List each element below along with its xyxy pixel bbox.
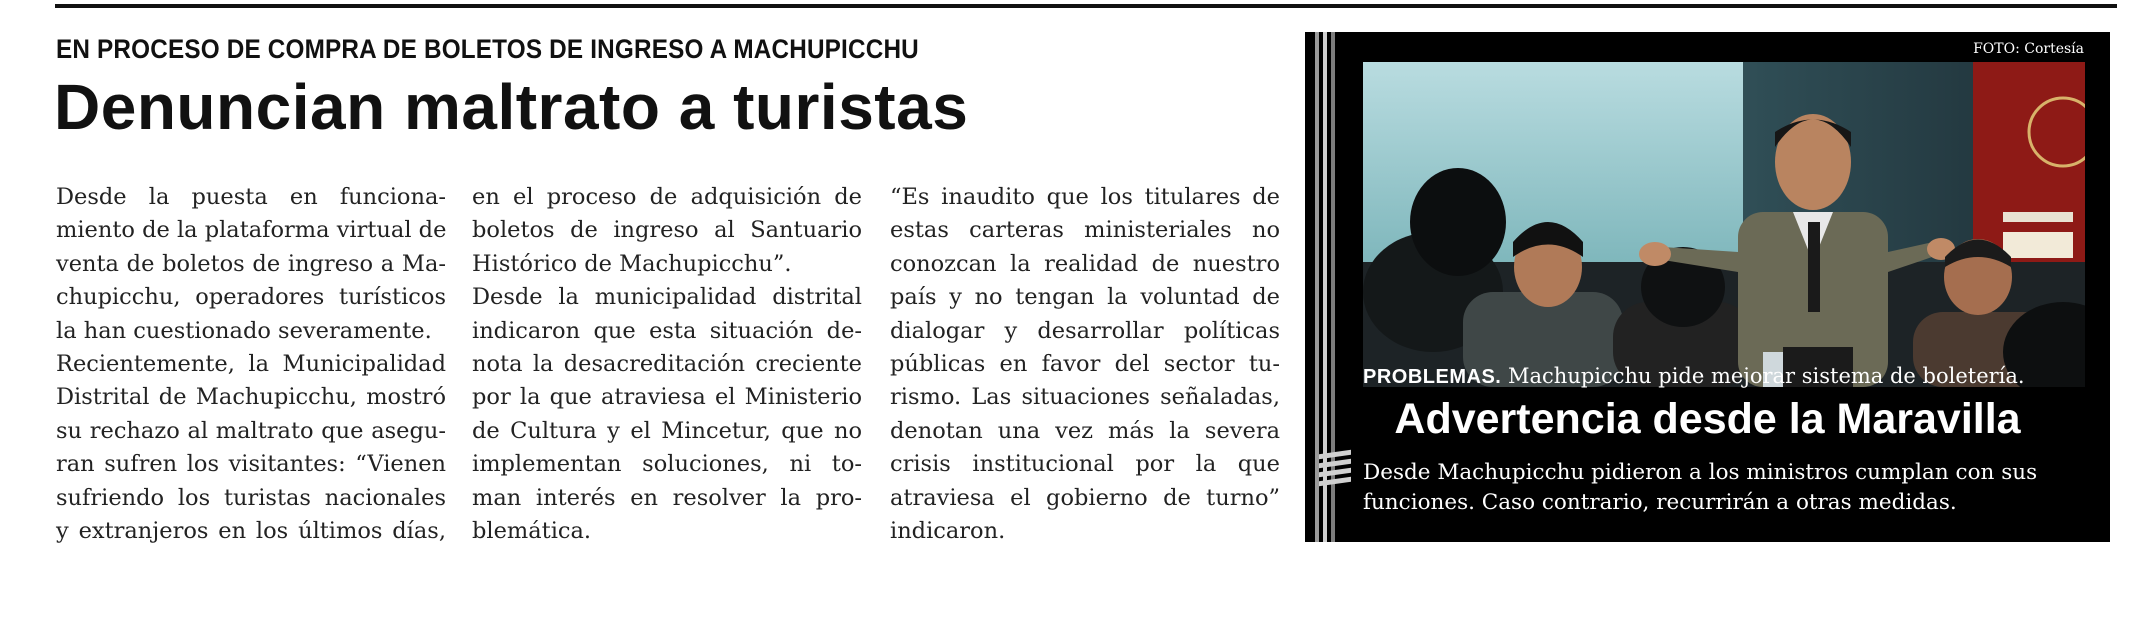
text-line: Distrital de Machupicchu, mostró [56,384,446,411]
photo-credit: FOTO: Cortesía [1973,41,2084,57]
text-line: la han cuestionado severamente. [56,317,432,344]
photo-caption [1363,364,2093,389]
text-line: chupicchu, operadores turísticos [56,284,446,311]
text-line: Desde la municipalidad distrital [472,284,862,311]
article-column-2 [472,181,862,548]
caption-text: Machupicchu pide mejorar sistema de boletería. [1501,364,2025,388]
text-line: conozcan la realidad de nuestro [890,250,1280,277]
text-line: blemática. [472,518,592,545]
text-line: su rechazo al maltrato que asegu- [56,417,446,444]
article-headline: Denuncian maltrato a turistas [54,71,969,143]
top-rule [55,4,2117,8]
stack-icon [1319,452,1351,488]
text-line: país y no tengan la voluntad de [890,284,1280,311]
text-line: dialogar y desarrollar políticas [890,317,1280,344]
text-line: Desde la puesta en funciona- [56,184,446,210]
text-line: sufriendo los turistas nacionales [56,484,446,511]
text-line: “Es inaudito que los titulares de [890,184,1280,210]
article-column-3 [890,181,1280,548]
text-line: denotan una vez más la severa [890,417,1280,444]
text-line: ran sufren los visitantes: “Vienen [56,451,446,478]
text-line: y extranjeros en los últimos días, [56,518,446,545]
text-line: rismo. Las situaciones señaladas, [890,384,1280,411]
text-line: miento de la plataforma virtual de [56,217,447,244]
text-line: implementan soluciones, ni to- [472,451,862,478]
sidebar-photo-box [1305,32,2110,542]
sidebar-body-line: Desde Machupicchu pidieron a los ministros cumplan con sus [1363,460,2038,485]
sidebar-body-line: funciones. Caso contrario, recurrirán a otras medidas. [1363,490,1957,515]
text-line: por la que atraviesa el Ministerio [472,384,862,411]
caption-lead: PROBLEMAS. [1363,366,1502,388]
article-kicker: EN PROCESO DE COMPRA DE BOLETOS DE INGRESO A MACHUPICCHU [56,34,919,64]
text-line: Recientemente, la Municipalidad [56,351,446,378]
text-line: crisis institucional por la que [890,451,1280,478]
news-photo [1363,62,2085,387]
text-line: estas carteras ministeriales no [890,217,1280,244]
text-line: de Cultura y el Mincetur, que no [472,417,862,444]
text-line: indicaron. [890,518,1006,545]
text-line: venta de boletos de ingreso a Ma- [56,250,446,277]
text-line: en el proceso de adquisición de [472,184,862,210]
text-line: atraviesa el gobierno de turno” [890,484,1280,511]
text-line: Histórico de Machupicchu”. [472,250,792,277]
article-column-1 [56,181,446,548]
text-line: man interés en resolver la pro- [472,484,862,511]
text-line: públicas en favor del sector tu- [890,351,1280,378]
text-line: boletos de ingreso al Santuario [472,217,862,244]
sidebar-title: Advertencia desde la Maravilla [1394,395,2021,443]
text-line: indicaron que esta situación de- [472,317,862,344]
text-line: nota la desacreditación creciente [472,351,862,378]
sidebar-body [1363,458,2093,518]
